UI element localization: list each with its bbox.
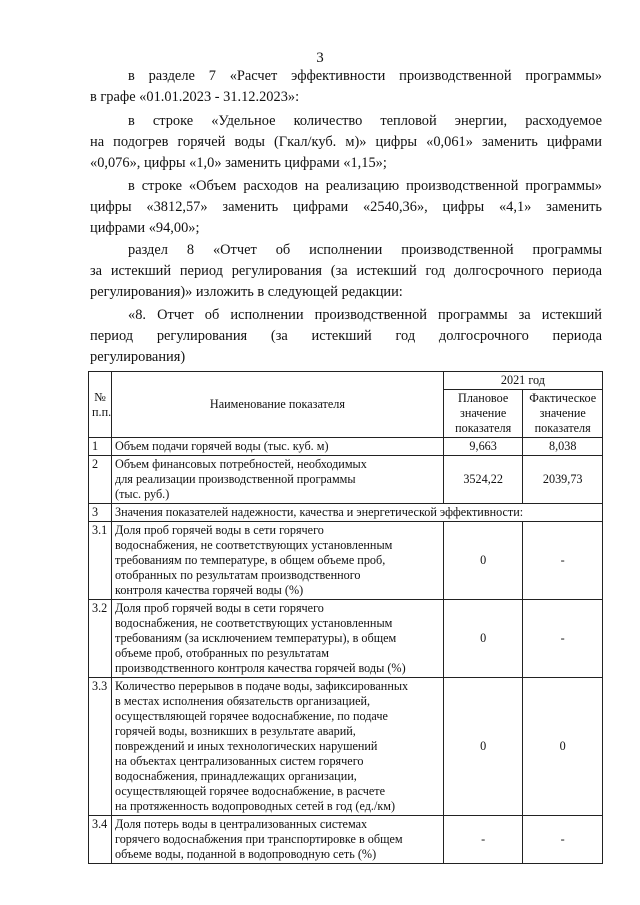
text-line: цифры «3812,57» заменить цифрами «2540,36», цифры «4,1» заменить bbox=[90, 199, 602, 215]
text-line: «8. Отчет об исполнении производственной программы за истекший bbox=[128, 307, 602, 323]
row-num: 3.1 bbox=[89, 522, 112, 600]
row-name: Количество перерывов в подаче воды, зафиксированных в местах исполнения обязательств организацией, осуществляющей горячее водоснабжение, по подаче горячей воды, возникших в результате аварий, повреждений и иных технологических нарушений на объектах централизованных систем горячего водоснабжения, принадлежащих организации, осуществляющей горячее водоснабжение, в расчете на протяженность водопроводных сетей в год (ед./км) bbox=[112, 678, 444, 816]
row-name: Доля проб горячей воды в сети горячего водоснабжения, не соответствующих установленным требованиям (за исключением температуры), в общем объеме проб, отобранных по результатам производственного контроля качества горячей воды (%) bbox=[112, 600, 444, 678]
row-fact: - bbox=[523, 600, 603, 678]
table-row bbox=[89, 522, 603, 600]
row-num: 3.3 bbox=[89, 678, 112, 816]
row-fact: - bbox=[523, 816, 603, 864]
header-year: 2021 год bbox=[443, 372, 602, 390]
text-line: за истекший период регулирования (за истекший год долгосрочного периода bbox=[90, 263, 602, 279]
row-num: 3.2 bbox=[89, 600, 112, 678]
row-num: 3.4 bbox=[89, 816, 112, 864]
header-num: № п.п. bbox=[89, 372, 112, 438]
text-line: на подогрев горячей воды (Гкал/куб. м)» цифры «0,061» заменить цифрами bbox=[90, 134, 602, 150]
paragraph-expenses bbox=[90, 176, 602, 239]
row-fact: 2039,73 bbox=[523, 456, 603, 504]
text-line: регулирования)» изложить в следующей редакции: bbox=[90, 284, 403, 300]
text-line: «0,076», цифры «1,0» заменить цифрами «1,15»; bbox=[90, 155, 387, 171]
text-line: раздел 8 «Отчет об исполнении производственной программы bbox=[128, 242, 602, 258]
header-fact: Фактическое значение показателя bbox=[523, 390, 603, 438]
text-line: цифрами «94,00»; bbox=[90, 220, 200, 236]
row-name: Значения показателей надежности, качества и энергетической эффективности: bbox=[112, 504, 603, 522]
row-num: 1 bbox=[89, 438, 112, 456]
row-name: Объем финансовых потребностей, необходимых для реализации производственной программы (тыс. руб.) bbox=[112, 456, 444, 504]
row-name: Доля проб горячей воды в сети горячего водоснабжения, не соответствующих установленным требованиям по температуре, в общем объеме проб, отобранных по результатам производственного контроля качества горячей воды (%) bbox=[112, 522, 444, 600]
row-num: 3 bbox=[89, 504, 112, 522]
text-line: в строке «Объем расходов на реализацию производственной программы» bbox=[128, 178, 602, 194]
row-fact: - bbox=[523, 522, 603, 600]
table-row bbox=[89, 816, 603, 864]
paragraph-heat-energy bbox=[90, 111, 602, 174]
paragraph-section7 bbox=[90, 66, 602, 108]
text-line: в графе «01.01.2023 - 31.12.2023»: bbox=[90, 89, 300, 105]
row-plan: 0 bbox=[443, 678, 523, 816]
header-name: Наименование показателя bbox=[112, 372, 444, 438]
table-header-row bbox=[89, 372, 603, 390]
table-row bbox=[89, 438, 603, 456]
header-plan: Плановое значение показателя bbox=[443, 390, 523, 438]
row-plan: 0 bbox=[443, 522, 523, 600]
row-name: Объем подачи горячей воды (тыс. куб. м) bbox=[112, 438, 444, 456]
report-table bbox=[88, 371, 603, 864]
row-plan: 9,663 bbox=[443, 438, 523, 456]
table-section-row bbox=[89, 504, 603, 522]
row-plan: 0 bbox=[443, 600, 523, 678]
row-num: 2 bbox=[89, 456, 112, 504]
text-line: регулирования) bbox=[90, 349, 186, 365]
page-number: 3 bbox=[316, 50, 324, 66]
table-row bbox=[89, 456, 603, 504]
table-row bbox=[89, 600, 603, 678]
row-plan: 3524,22 bbox=[443, 456, 523, 504]
row-fact: 0 bbox=[523, 678, 603, 816]
paragraph-section8 bbox=[90, 240, 602, 303]
row-plan: - bbox=[443, 816, 523, 864]
text-line: период регулирования (за истекший год долгосрочного периода bbox=[90, 328, 602, 344]
text-line: в разделе 7 «Расчет эффективности производственной программы» bbox=[128, 68, 602, 84]
row-fact: 8,038 bbox=[523, 438, 603, 456]
table-row bbox=[89, 678, 603, 816]
row-name: Доля потерь воды в централизованных системах горячего водоснабжения при транспортировке в общем объеме воды, поданной в водопроводную сеть (%) bbox=[112, 816, 444, 864]
text-line: в строке «Удельное количество тепловой энергии, расходуемое bbox=[128, 113, 602, 129]
paragraph-report-title bbox=[90, 305, 602, 368]
